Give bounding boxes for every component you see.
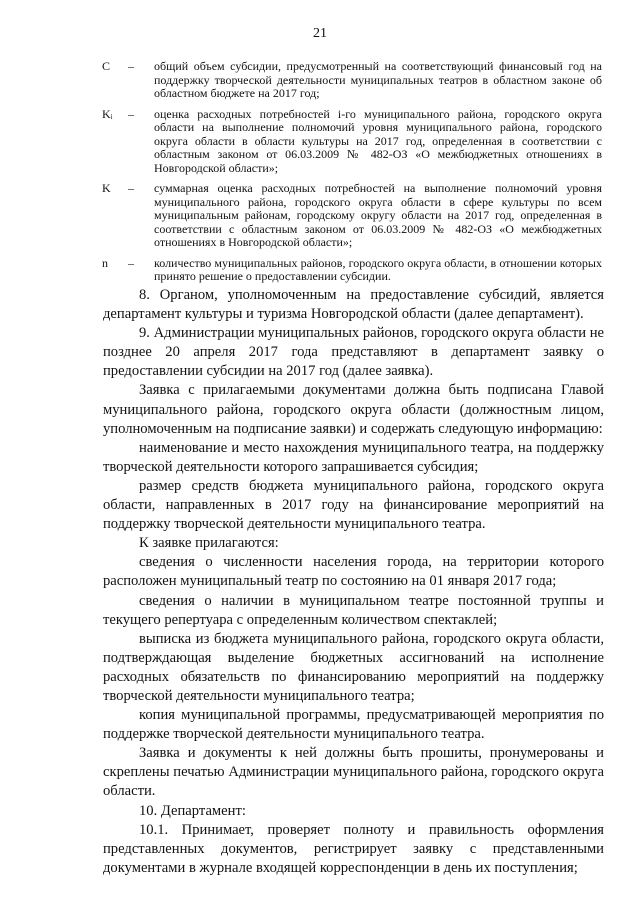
- paragraph-binding: Заявка и документы к ней должны быть прошиты, пронумерованы и скреплены печатью Администрации муниципального района, городского округа области.: [103, 745, 604, 800]
- page-number: 21: [313, 26, 327, 41]
- definition-symbol: n: [102, 255, 108, 270]
- paragraph-application-requirements: Заявка с прилагаемыми документами должна быть подписана Главой муниципального района, городского округа области (должностным лицом, уполномоченным на подписание заявки) и содержать следующую информацию:: [103, 382, 604, 437]
- paragraph-10: 10. Департамент:: [139, 802, 246, 819]
- definition-text: общий объем субсидии, предусмотренный на соответствующий финансовый год на поддержку творческой деятельности муниципальных театров в областном законе об областном бюджете на 2017 год;: [154, 59, 602, 100]
- definition-dash: –: [128, 106, 134, 121]
- definition-row: [102, 60, 602, 101]
- definition-row: [102, 257, 602, 284]
- definition-row: [102, 182, 602, 250]
- definition-text: суммарная оценка расходных потребностей на выполнение полномочий уровня муниципального района, городского округа области в сфере культуры по всем муниципальным районам, городскому округу области на 2017 год, определенная в соответствии с областным законом от 06.03.2009 № 482-ОЗ «О межбюджетных отношениях в Новгородской области»;: [154, 181, 602, 249]
- paragraph-theatre-name: наименование и место нахождения муниципального театра, на поддержку творческой деятельности которого запрашивается субсидия;: [103, 439, 604, 475]
- document-body: [103, 286, 604, 878]
- paragraph-attachments-heading: К заявке прилагаются:: [139, 535, 279, 552]
- paragraph-budget-extract: выписка из бюджета муниципального района, городского округа области, подтверждающая выделение бюджетных ассигнований на исполнение расходных обязательств по финансированию мероприятий на поддержку творческой деятельности муниципального театра;: [103, 630, 604, 704]
- paragraph-8: 8. Органом, уполномоченным на предоставление субсидий, является департамент культуры и туризма Новгородской области (далее департамент).: [103, 287, 604, 323]
- paragraph-population: сведения о численности населения города, на территории которого расположен муниципальный театр по состоянию на 01 января 2017 года;: [103, 554, 604, 590]
- definition-dash: –: [128, 59, 134, 73]
- definition-dash: –: [128, 255, 134, 270]
- paragraph-9: 9. Администрации муниципальных районов, городского округа области не позднее 20 апреля 2017 года представляют в департамент заявку о предоставлении субсидии на 2017 год (далее заявка).: [103, 325, 604, 380]
- definition-row: [102, 108, 602, 176]
- formula-definitions: [102, 60, 602, 291]
- definition-dash: –: [128, 181, 134, 195]
- paragraph-budget-amount: размер средств бюджета муниципального района, городского округа области, направленных в 2017 году на финансирование мероприятий на поддержку творческой деятельности муниципального театра.: [103, 477, 604, 533]
- definition-symbol: C: [102, 59, 111, 73]
- paragraph-10-1: 10.1. Принимает, проверяет полноту и правильность оформления представленных документов, регистрирует заявку с представленными документами в журнале входящей корреспонденции в день их поступления;: [103, 821, 604, 876]
- definition-text: количество муниципальных районов, городского округа области, в отношении которых принято решение о предоставлении субсидии.: [154, 255, 602, 283]
- paragraph-program-copy: копия муниципальной программы, предусматривающей мероприятия по поддержке творческой деятельности муниципального театра.: [103, 707, 604, 743]
- definition-text: оценка расходных потребностей i-го муниципального района, городского округа области на выполнение полномочий уровня муниципального района, городского округа области в области культуры на 2017 год, определенная в соответствии с областным законом от 06.03.2009 № 482-ОЗ «О межбюджетных отношениях в Новгородской области»;: [154, 106, 602, 175]
- definition-symbol: Kᵢ: [102, 106, 113, 121]
- definition-symbol: K: [102, 181, 111, 195]
- paragraph-troupe: сведения о наличии в муниципальном театре постоянной труппы и текущего репертуара с определенным количеством спектаклей;: [103, 592, 604, 628]
